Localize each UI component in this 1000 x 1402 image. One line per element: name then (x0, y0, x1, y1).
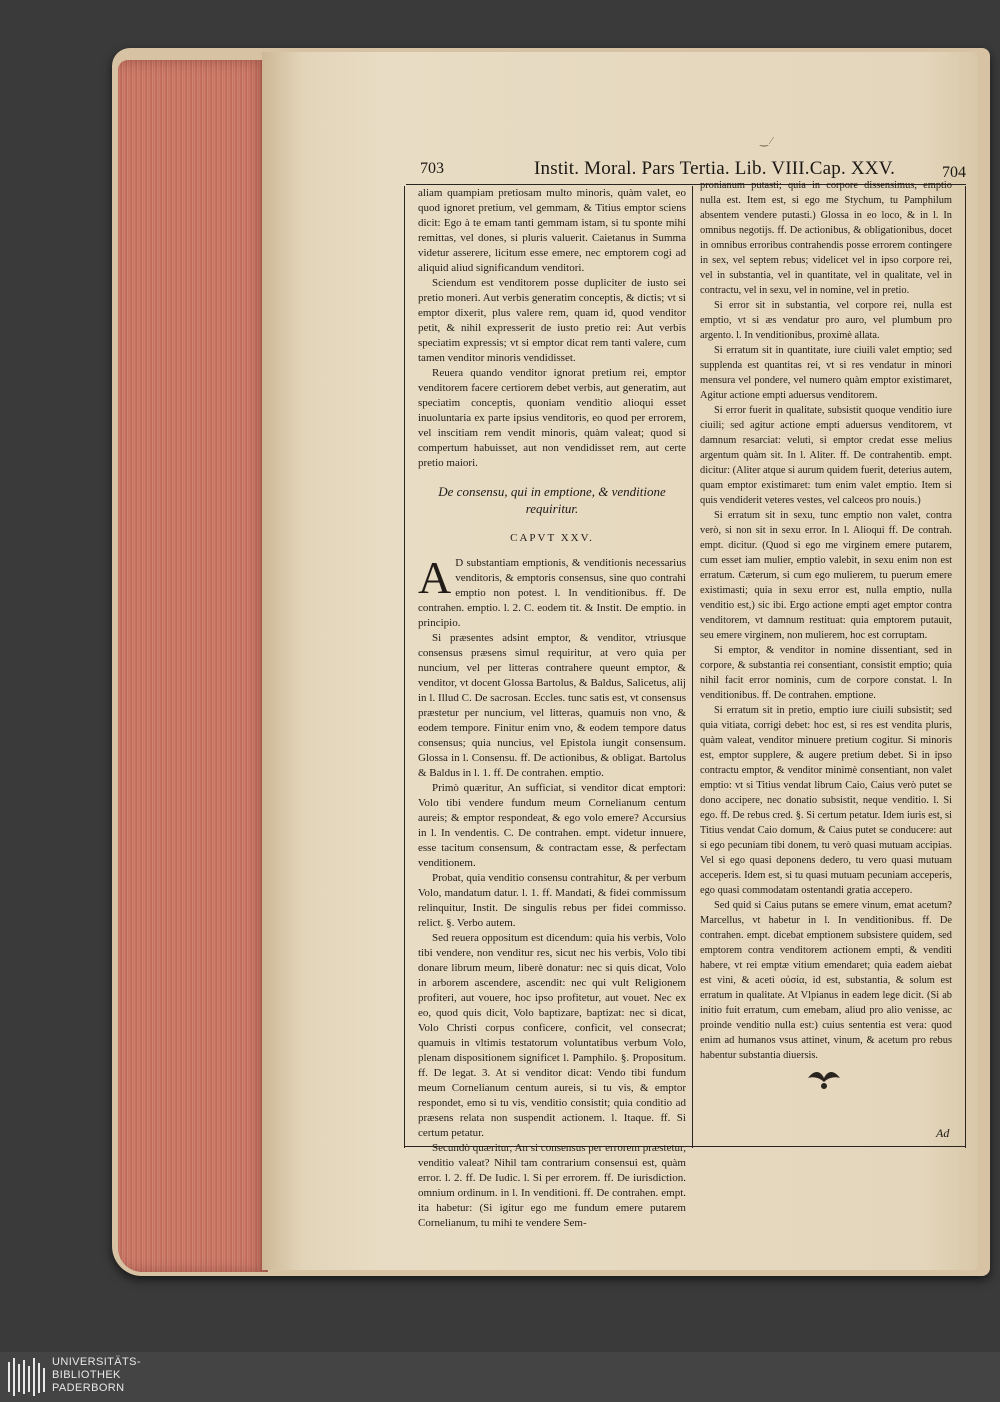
library-name-line: BIBLIOTHEK (52, 1369, 121, 1381)
paragraph: Secundò quæritur, An si consensus per errorem præstetur, venditio valeat? Nihil tam contrarium consensui est, quàm error. l. 2. ff. De Iudic. l. Si per errorem. ff. De iurisdiction. omnium ordinum. in l. In venditioni. ff. De contrahen. empt. ita habetur: (Si igitur ego me fundum emere putarem Cornelianum, tu mihi te vendere Sem- (418, 1142, 686, 1229)
paragraph: Si præsentes adsint emptor, & venditor, vtriusque consensus præsens simul requiritur, at vero quia per nuncium, vel per litteras contrahere queunt emptor, & venditor, vt docent Glossa Bartolus, & Baldus, Salicetus, alij in l. Illud C. De sacrosan. Eccles. tunc satis est, vt consensus præstetur per nuncium, vel litteras, quamuis non vno, & eodem tempore. Finitur enim vno, & eodem tempore datus consensus; quia nuncius, vel Epistola iungit consensum. Glossa in l. Consensu. ff. De actionibus, & obligat. Bartolus & Baldus in l. 1. ff. De contrahen. emptio. (418, 632, 686, 779)
paragraph: Si erratum sit in quantitate, iure ciuili valet emptio; sed supplenda est quantitas rei, vt si res vendatur in minori mensura vel pondere, vel numero quàm emptor existimaret, Agitur actione empti aduersus venditorem. (700, 345, 952, 401)
paragraph: Si error sit in substantia, vel corpore rei, nulla est emptio, vt si æs vendatur pro auro, vel plumbum pro argento. l. In venditionibus, proximè allata. (700, 300, 952, 341)
paragraph: Si erratum sit in pretio, emptio iure ciuili subsistit; sed quia vitiata, corrigi debet: hoc est, si res est vendita pluris, quàm valeat, venditor minuere pretium cogitur. Si minoris est, emptor supplere, & augere pretium debet. Si in ipso contractu emptor, & venditor minimè consentiant, non valet emptio: vt si Titius vendat librum Caio, Caius verò putet se dono accipere, nec donatio subsistit, neque venditio. l. Si ego. ff. De rebus cred. §. Si certum petatur. Idem iuris est, si Titius vendat Caio domum, & Caius putet se conducere: aut si ego pecuniam tibi donem, tu verò quasi mutuam accipias. Vel si ego quasi deponens dedero, tu vero quasi mutuam acceperis. Idem est, si tu quasi mutuam pecuniam acceperis, ego quasi commodatam ostentandi gratia accepero. (700, 705, 952, 896)
chapter-heading: CAPVT XXV. (510, 532, 594, 544)
page-number-right: 704 (942, 164, 966, 181)
column-divider (692, 186, 693, 1148)
paragraph: Reuera quando venditor ignorat pretium rei, emptor venditorem facere certiorem debet verbis, aut generatim, aut speciatim conceptis, quoniam venditio alioqui esset inuoluntaria ex parte ipsius venditoris, eo quod per errorem, vel inscitiam rem vendit minoris, quàm valeat; quod si compertum habuisset, aut non vendidisset rem, aut certe pretio maiori. (418, 367, 686, 469)
catchword: Ad (936, 1126, 950, 1140)
paragraph: Sed reuera oppositum est dicendum: quia his verbis, Volo tibi vendere, non venditur res, sicut nec his verbis, Volo tibi donare librum meum, liberè donatur: nec si quis dicat, Volo in arborem ascendere, ascendit: nec qui vult Religionem profiteri, aut vouere, hoc ipso profitetur, aut vouet. Nec ex eo, quod quis dicit, Volo baptizare, baptizat: nec si dicat, Volo Christi corpus conficere, conficit, vel consecrat; quamuis in vltimis testatorum voluntatibus verbum Volo, plenam dispositionem significet l. Pamphilo. §. Propositum. ff. De legat. 3. At si venditor dicat: Vendo tibi fundum meum Cornelianum centum aureis, si tu vis, & emptor respondet, emo si tu vis, venditio consistit; quia conditio ad præsens relata non suspendit actionem. l. Itaque. ff. Si certum petatur. (418, 932, 686, 1139)
paragraph: Probat, quia venditio consensu contrahitur, & per verbum Volo, mandatum datur. l. 1. ff. Mandati, & fidei commissum relinquitur, Instit. De singulis rebus per fidei commisso. relict. §. Verbo autem. (418, 872, 686, 929)
right-column (700, 178, 952, 1063)
page-number-left: 703 (420, 160, 444, 177)
page-edges (118, 60, 268, 1272)
library-logo-icon (8, 1358, 48, 1396)
left-column (418, 186, 686, 1231)
paragraph: Si error fuerit in qualitate, subsistit quoque venditio iure ciuili; sed agitur actione empti aduersus venditorem, vt damnum resarciat: veluti, si emptor credat esse melius argentum quàm sit. In l. Aliter. ff. De contrahentib. empt. dicitur: (Aliter atque si aurum quidem fuerit, deterius autem, quam emptor existimaret: tum enim valet emptio. Item si quis vendiderit veteres vestes, vel calceos pro nouis.) (700, 405, 952, 506)
library-name-line: UNIVERSITÄTS- (52, 1356, 141, 1368)
paragraph: Sciendum est venditorem posse dupliciter de iusto sei pretio moneri. Aut verbis generatim conceptis, & dictis; vt si emptor dixerit, plus valere rem, quam id, quod venditor petit, & nihil expresserit de iusto pretio rei: Aut verbis speciatim expressis; vt si emptor dicat rem tanti valere, cum tamen venditor minoris vendidisset. (418, 277, 686, 364)
pencil-mark: ‿ ⁄ (760, 136, 773, 147)
paragraph: pronianum putasti; quia in corpore dissensimus, emptio nulla est. Item est, si ego me Stychum, tu Pamphilum absentem vendere putasti.) Glossa in eo loco, & in l. In omnibus negotijs. ff. De actionibus, & obligationibus, docet in omnibus erroribus contrahendis posse errorem contingere in sex, vel septem rebus; videlicet vel in ipso corpore rei, vel in substantia, vel in quantitate, vel in qualitate, vel in contractu, vel in sexu, vel in nomine, vel in pretio. (700, 180, 952, 296)
ornament-icon (804, 1068, 844, 1092)
library-name-line: PADERBORN (52, 1382, 125, 1394)
paragraph: Si emptor, & venditor in nomine dissentiant, sed in corpore, & substantia rei consentiant, consistit emptio; quia nihil facit error nominis, cum de corpore constat. l. In venditionibus. ff. De contrahen. emptione. (700, 645, 952, 701)
running-title: Instit. Moral. Pars Tertia. Lib. VIII.Cap. XXV. (534, 158, 896, 179)
library-name (52, 1356, 172, 1395)
paragraph: Sed quid si Caius putans se emere vinum, emat acetum? Marcellus, vt habetur in l. In venditionibus. ff. De contrahen. empt. dicebat emptionem subsistere quidem, sed emptorem contra venditorem actionem empti, & venditi habere, vt rei emptæ vitium emendaret; quia eadem aiebat est vini, & aceti οὐσία, id est, substantia, & solum est erratum in qualitate. At Vlpianus in eadem lege dicit. (Si ab initio fuit erratum, cum emebam, aliud pro alio venisse, ac proinde venditio nulla est:) cuius sententia est vera: quod enim ad humanos vsus attinet, vinum, & acetum pro rebus habentur substantia diuersis. (700, 900, 952, 1061)
chapter-subheading: De consensu, qui in emptione, & venditione requiritur. (438, 484, 666, 516)
paragraph: aliam quampiam pretiosam multo minoris, quàm valet, eo quod ignoret pretium, vel gemmam, & Titius emptor sciens dicit: Ego à te emam tanti gemmam istam, si tu sponte mihi remittas, vel dones, si pluris valuerit. Caietanus in Summa videtur asserere, licitum esse emere, nec emptorem cogi ad aliquid aliud significandum venditori. (418, 187, 686, 274)
paragraph: Primò quæritur, An sufficiat, si venditor dicat emptori: Volo tibi vendere fundum meum Cornelianum centum aureis; & emptor respondeat, & ego volo emere? Accursius in l. In vendentis. C. De contrahen. empt. videtur innuere, esse tacitum consensum, & contractam esse, & perfectam venditionem. (418, 782, 686, 869)
paragraph: D substantiam emptionis, & venditionis necessarius venditoris, & emptoris consensus, sine quo contrahi emptio non potest. l. In venditionibus. ff. De contrahen. emptio. l. 2. C. eodem tit. & Instit. De emptio. in principio. (418, 557, 686, 629)
paragraph: Si erratum sit in sexu, tunc emptio non valet, contra verò, si non sit in sexu error. In l. Alioqui ff. De contrah. empt. dicitur. (Quod si ego me virginem emere putarem, cum esset iam mulier, emptio valebit, in sexu enim non est erratum. Cæterum, si cum ego mulierem, tu puerum emere existimasti; quia in sexu error est, nulla emptio, nulla venditio est,) sic ibi. Ergo actione empti aget emptor contra venditorem, vt damnum restituat: quia emptorem putauit, seu emere virginem, non mulierem, hoc est corruptam. (700, 510, 952, 641)
drop-cap: A (418, 552, 452, 603)
